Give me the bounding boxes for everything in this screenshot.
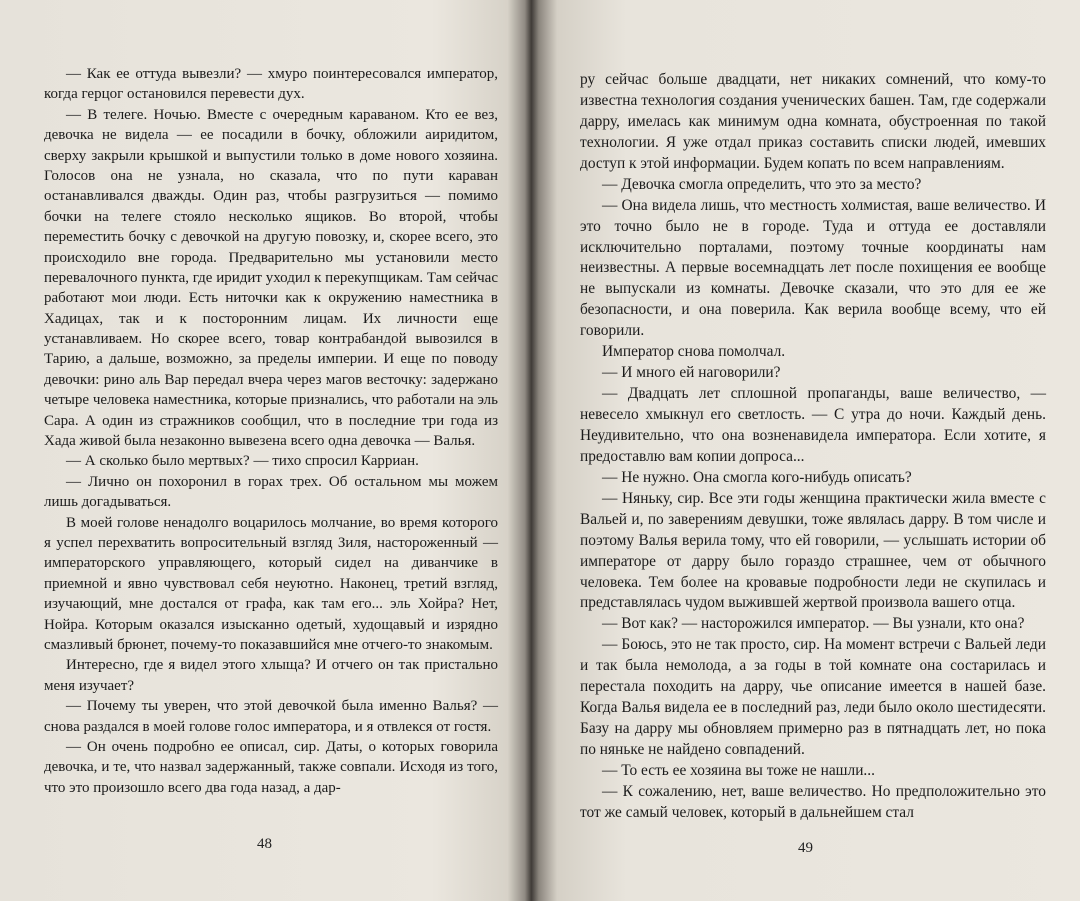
paragraph: — Не нужно. Она смогла кого-нибудь описать?	[602, 468, 912, 486]
paragraph: — Она видела лишь, что местность холмистая, ваше величество. И это точно было не в городе. Туда и оттуда ее доставляли исключительно порталами, поэтому точные координаты нам неизвестны. А первые восемнадцать лет после похищения ее вообще не выпускали из комнаты. Девочке сказали, что это для ее же безопасности, и она поверила. Как верила вообще всему, что ей говорили.	[580, 196, 1046, 340]
paragraph: Император снова помолчал.	[602, 343, 786, 361]
paragraph: — Боюсь, это не так просто, сир. На момент встречи с Вальей леди и так была немолода, а за годы в той комнате она состарилась и перестала походить на дарру, чье описание имеется в нашей базе. Когда Валья видела ее в последний раз, леди было около шестидесяти. Базу на дарру мы обновляем примерно раз в пятнадцать лет, но пока по няньке не найдено совпадений.	[580, 636, 1046, 758]
page-number-right: 49	[798, 840, 813, 856]
paragraph: — В телеге. Ночью. Вместе с очередным караваном. Кто ее вез, девочка не видела — ее посадили в бочку, обложили аиридитом, сверху закрыли крышкой и выпустили только в доме нового хозяина. Голосов она не узнала, но сказала, что по пути караван останавливался дважды. Один раз, чтобы разгрузиться — помимо бочки на телеге стояло несколько ящиков. Во второй, чтобы переместить бочку с девочкой на другую повозку, и, скорее всего, это происходило вне города. Предварительно мы установили место перевалочного пункта, где иридит уходил к перекупщикам. Там сейчас работают мои люди. Есть ниточки как к окружению наместника в Хадицах, так и к посторонним лицам. Их личности еще устанавливаем. Но скорее всего, товар контрабандой вывозился в Тарию, а дальше, возможно, за пределы империи. И еще по поводу девочки: рино аль Вар передал вчера через магов весточку: задержано четыре человека наместника, которые признались, что работали на эль Сара. А один из стражников сообщил, что в последние три года из Хада живой была незаконно вывезена всего одна девочка — Валья.	[44, 106, 498, 450]
paragraph: — Как ее оттуда вывезли? — хмуро поинтересовался император, когда герцог остановился перевести дух.	[44, 66, 498, 103]
paragraph: Интересно, где я видел этого хлыща? И отчего он так пристально меня изучает?	[44, 657, 498, 694]
right-page-text	[580, 70, 1046, 824]
paragraph: — И много ей наговорили?	[602, 364, 781, 382]
paragraph: — Почему ты уверен, что этой девочкой была именно Валья? — снова раздался в моей голове голос императора, и я отвлекся от гостя.	[44, 698, 498, 735]
paragraph: — А сколько было мертвых? — тихо спросил Карриан.	[66, 453, 419, 470]
paragraph: ру сейчас больше двадцати, нет никаких сомнений, что кому-то известна технология создания ученических башен. Там, где содержали дарру, имелась как минимум одна комната, обустроенная по такой технологии. Я уже отдал приказ составить списки людей, имевших доступ к этой информации. Будем копать по всем направлениям.	[580, 71, 1046, 172]
paragraph: — Лично он похоронил в горах трех. Об остальном мы можем лишь догадываться.	[44, 473, 498, 511]
paragraph: — Девочка смогла определить, что это за место?	[602, 175, 922, 193]
paragraph: — К сожалению, нет, ваше величество. Но предположительно это тот же самый человек, который в дальнейшем стал	[580, 782, 1046, 821]
paragraph: — Двадцать лет сплошной пропаганды, ваше величество, — невесело хмыкнул его светлость. — С утра до ночи. Каждый день. Неудивительно, что она возненавидела императора. Если хотите, я предоставлю вам копии допроса...	[580, 385, 1046, 465]
paragraph: — Вот как? — насторожился император. — Вы узнали, кто она?	[602, 615, 1025, 633]
left-page-text	[44, 64, 498, 798]
paragraph: — То есть ее хозяина вы тоже не нашли...	[602, 761, 875, 779]
paragraph: В моей голове ненадолго воцарилось молчание, во время которого я успел перехватить вопросительный взгляд Зиля, настороженный — императорского управляющего, который сидел на диванчике в приемной и явно чувствовал себя неуютно. Наконец, третий взгляд, изучающий, мне достался от графа, как там его... эль Хойра? Нет, Нойра. Которым оказался изысканно одетый, худощавый и изрядно смазливый брюнет, почему-то показавшийся мне отчего-то знакомым.	[44, 514, 498, 653]
left-page	[0, 0, 525, 901]
paragraph: — Няньку, сир. Все эти годы женщина практически жила вместе с Вальей и, по заверениям девушки, тоже являлась дарру. В том числе и поэтому Валья верила тому, что ей говорили, — услышать истории об императоре от дарру было гораздо страшнее, чем от обычного человека. Тем более на кровавые подробности леди не скупилась и представлялась чудом выжившей жертвой произвола вашего отца.	[580, 489, 1046, 612]
right-page	[536, 0, 1080, 901]
paragraph: — Он очень подробно ее описал, сир. Даты, о которых говорила девочка, и те, что назвал задержанный, также совпали. Исходя из того, что это произошло всего два года назад, а дар-	[44, 738, 498, 796]
page-number-left: 48	[257, 836, 272, 852]
